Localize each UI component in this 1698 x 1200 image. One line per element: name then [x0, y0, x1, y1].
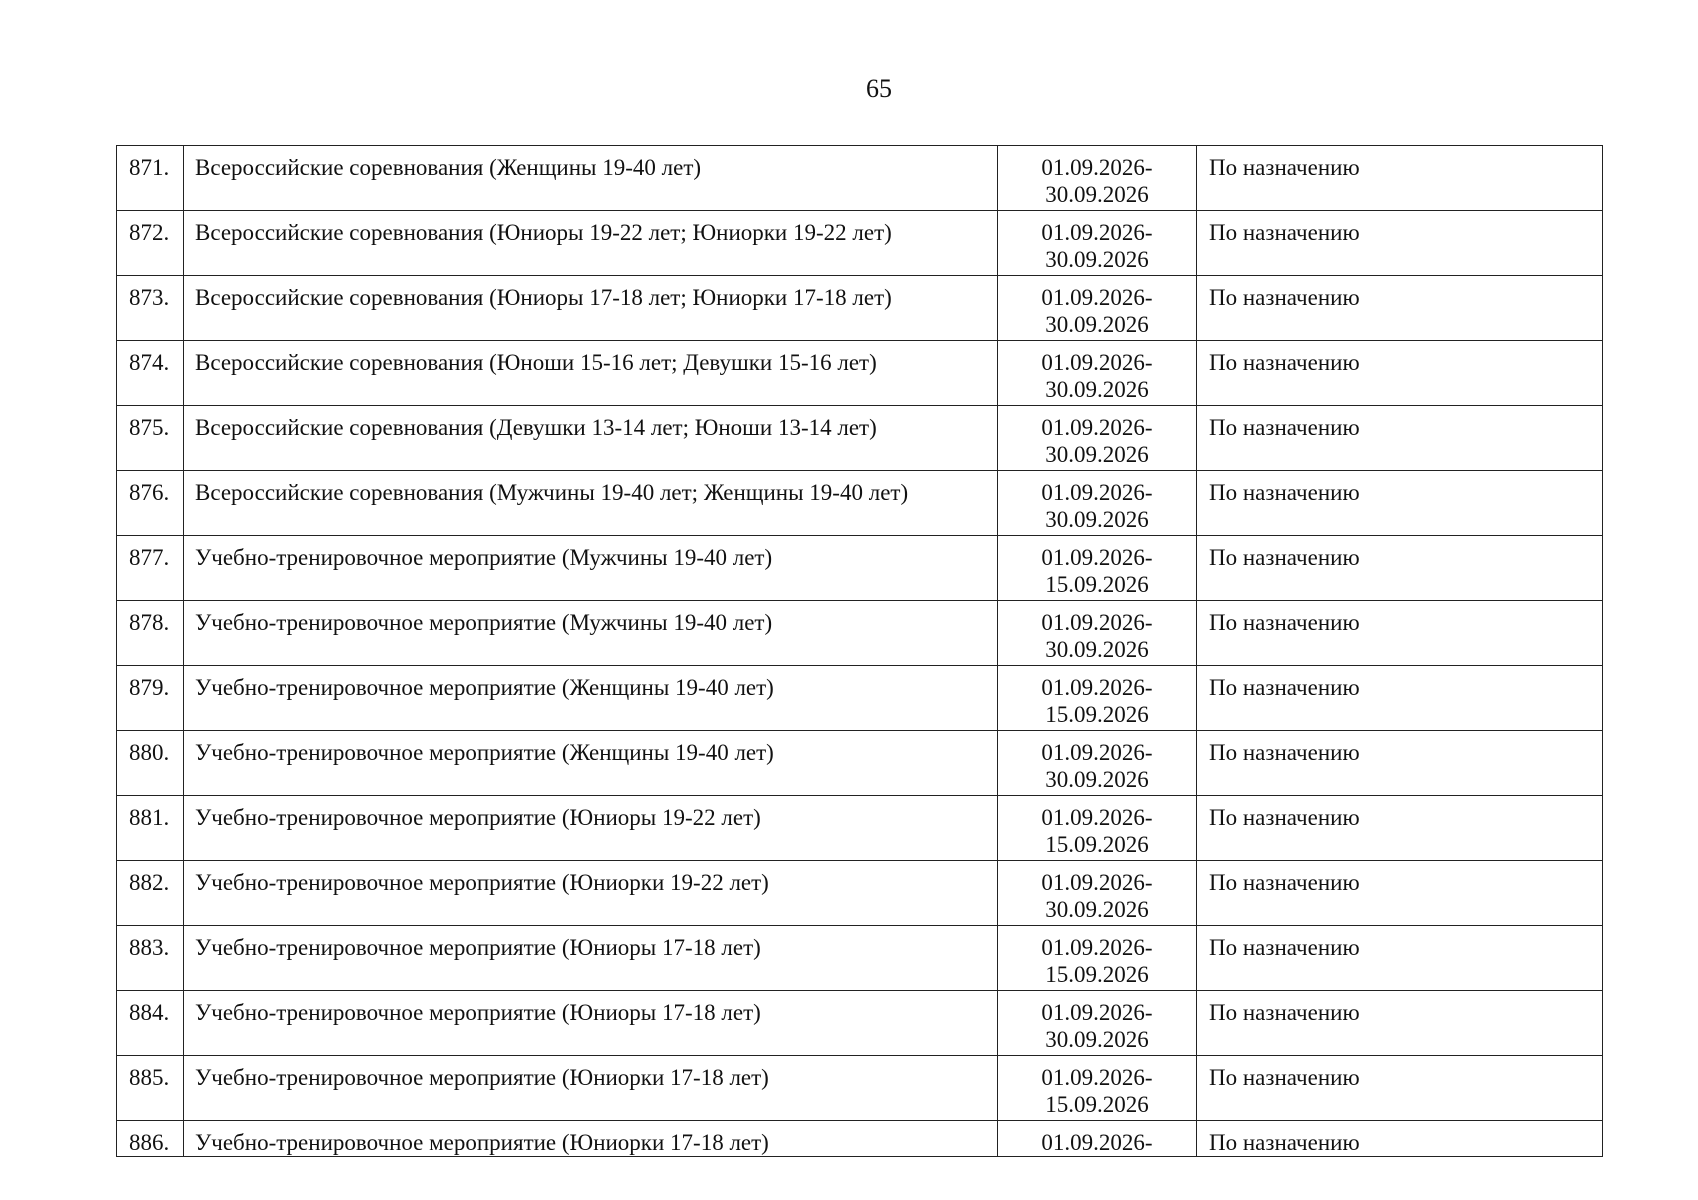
date-end: 30.09.2026 [1045, 767, 1149, 792]
row-number: 885. [117, 1056, 184, 1121]
table-row [117, 731, 1603, 796]
event-dates [998, 601, 1197, 666]
row-number: 876. [117, 471, 184, 536]
event-name: Учебно-тренировочное мероприятие (Юниоры 19-22 лет) [184, 796, 998, 861]
table-row [117, 276, 1603, 341]
event-name: Всероссийские соревнования (Юниоры 17-18 лет; Юниорки 17-18 лет) [184, 276, 998, 341]
date-start: 01.09.2026- [1041, 155, 1153, 180]
date-end: 30.09.2026 [1045, 182, 1149, 207]
events-table-body [117, 146, 1603, 1157]
event-name: Всероссийские соревнования (Женщины 19-40 лет) [184, 146, 998, 211]
date-start: 01.09.2026- [1041, 1000, 1153, 1025]
row-number: 884. [117, 991, 184, 1056]
page-number: 65 [866, 74, 892, 103]
event-note: По назначению [1197, 861, 1603, 926]
date-end: 15.09.2026 [1045, 1092, 1149, 1117]
date-end: 30.09.2026 [1045, 897, 1149, 922]
event-note: По назначению [1197, 211, 1603, 276]
table-row [117, 991, 1603, 1056]
date-start: 01.09.2026- [1041, 1130, 1153, 1155]
date-end: 15.09.2026 [1045, 832, 1149, 857]
date-end: 30.09.2026 [1045, 377, 1149, 402]
table-row [117, 1121, 1603, 1157]
date-start: 01.09.2026- [1041, 545, 1153, 570]
event-note: По назначению [1197, 1121, 1603, 1157]
date-start: 01.09.2026- [1041, 285, 1153, 310]
event-note: По назначению [1197, 796, 1603, 861]
date-end: 30.09.2026 [1045, 247, 1149, 272]
row-number: 875. [117, 406, 184, 471]
event-note: По назначению [1197, 926, 1603, 991]
event-dates [998, 406, 1197, 471]
event-dates [998, 926, 1197, 991]
row-number: 886. [117, 1121, 184, 1157]
row-number: 874. [117, 341, 184, 406]
table-row [117, 211, 1603, 276]
event-name: Всероссийские соревнования (Юноши 15-16 лет; Девушки 15-16 лет) [184, 341, 998, 406]
table-row [117, 146, 1603, 211]
event-note: По назначению [1197, 991, 1603, 1056]
event-note: По назначению [1197, 146, 1603, 211]
table-row [117, 601, 1603, 666]
event-name: Учебно-тренировочное мероприятие (Женщины 19-40 лет) [184, 666, 998, 731]
event-note: По назначению [1197, 471, 1603, 536]
event-note: По назначению [1197, 731, 1603, 796]
event-dates [998, 146, 1197, 211]
table-row [117, 341, 1603, 406]
event-dates [998, 276, 1197, 341]
event-name: Всероссийские соревнования (Юниоры 19-22 лет; Юниорки 19-22 лет) [184, 211, 998, 276]
event-dates [998, 536, 1197, 601]
event-name: Учебно-тренировочное мероприятие (Мужчины 19-40 лет) [184, 536, 998, 601]
event-note: По назначению [1197, 406, 1603, 471]
date-start: 01.09.2026- [1041, 610, 1153, 635]
event-dates [998, 731, 1197, 796]
date-end: 30.09.2026 [1045, 507, 1149, 532]
event-dates [998, 1056, 1197, 1121]
event-note: По назначению [1197, 276, 1603, 341]
event-dates [998, 471, 1197, 536]
event-name: Учебно-тренировочное мероприятие (Юниорки 19-22 лет) [184, 861, 998, 926]
table-row [117, 471, 1603, 536]
date-end: 15.09.2026 [1045, 962, 1149, 987]
date-end: 30.09.2026 [1045, 637, 1149, 662]
date-end: 30.09.2026 [1045, 312, 1149, 337]
date-start: 01.09.2026- [1041, 935, 1153, 960]
event-name: Учебно-тренировочное мероприятие (Юниорки 17-18 лет) [184, 1056, 998, 1121]
event-note: По назначению [1197, 666, 1603, 731]
row-number: 878. [117, 601, 184, 666]
row-number: 880. [117, 731, 184, 796]
date-start: 01.09.2026- [1041, 675, 1153, 700]
date-start: 01.09.2026- [1041, 350, 1153, 375]
event-dates [998, 861, 1197, 926]
event-note: По назначению [1197, 601, 1603, 666]
table-row [117, 926, 1603, 991]
date-end: 30.09.2026 [1045, 442, 1149, 467]
table-row [117, 1056, 1603, 1121]
table-row [117, 666, 1603, 731]
row-number: 882. [117, 861, 184, 926]
row-number: 872. [117, 211, 184, 276]
row-number: 879. [117, 666, 184, 731]
table-row [117, 536, 1603, 601]
table-row [117, 406, 1603, 471]
row-number: 877. [117, 536, 184, 601]
events-table [116, 145, 1603, 1157]
date-start: 01.09.2026- [1041, 805, 1153, 830]
event-name: Всероссийские соревнования (Мужчины 19-40 лет; Женщины 19-40 лет) [184, 471, 998, 536]
event-note: По назначению [1197, 341, 1603, 406]
event-name: Учебно-тренировочное мероприятие (Мужчины 19-40 лет) [184, 601, 998, 666]
event-name: Всероссийские соревнования (Девушки 13-14 лет; Юноши 13-14 лет) [184, 406, 998, 471]
row-number: 883. [117, 926, 184, 991]
row-number: 881. [117, 796, 184, 861]
event-note: По назначению [1197, 536, 1603, 601]
event-name: Учебно-тренировочное мероприятие (Юниоры 17-18 лет) [184, 991, 998, 1056]
event-dates [998, 1121, 1197, 1157]
event-dates [998, 341, 1197, 406]
event-name: Учебно-тренировочное мероприятие (Юниорки 17-18 лет) [184, 1121, 998, 1157]
event-note: По назначению [1197, 1056, 1603, 1121]
event-name: Учебно-тренировочное мероприятие (Женщины 19-40 лет) [184, 731, 998, 796]
date-end: 15.09.2026 [1045, 702, 1149, 727]
date-start: 01.09.2026- [1041, 220, 1153, 245]
table-row [117, 861, 1603, 926]
row-number: 871. [117, 146, 184, 211]
date-end: 15.09.2026 [1045, 572, 1149, 597]
date-start: 01.09.2026- [1041, 480, 1153, 505]
event-dates [998, 211, 1197, 276]
date-start: 01.09.2026- [1041, 415, 1153, 440]
table-row [117, 796, 1603, 861]
event-name: Учебно-тренировочное мероприятие (Юниоры 17-18 лет) [184, 926, 998, 991]
event-dates [998, 991, 1197, 1056]
event-dates [998, 666, 1197, 731]
row-number: 873. [117, 276, 184, 341]
date-start: 01.09.2026- [1041, 740, 1153, 765]
event-dates [998, 796, 1197, 861]
date-start: 01.09.2026- [1041, 1065, 1153, 1090]
date-start: 01.09.2026- [1041, 870, 1153, 895]
date-end: 30.09.2026 [1045, 1027, 1149, 1052]
